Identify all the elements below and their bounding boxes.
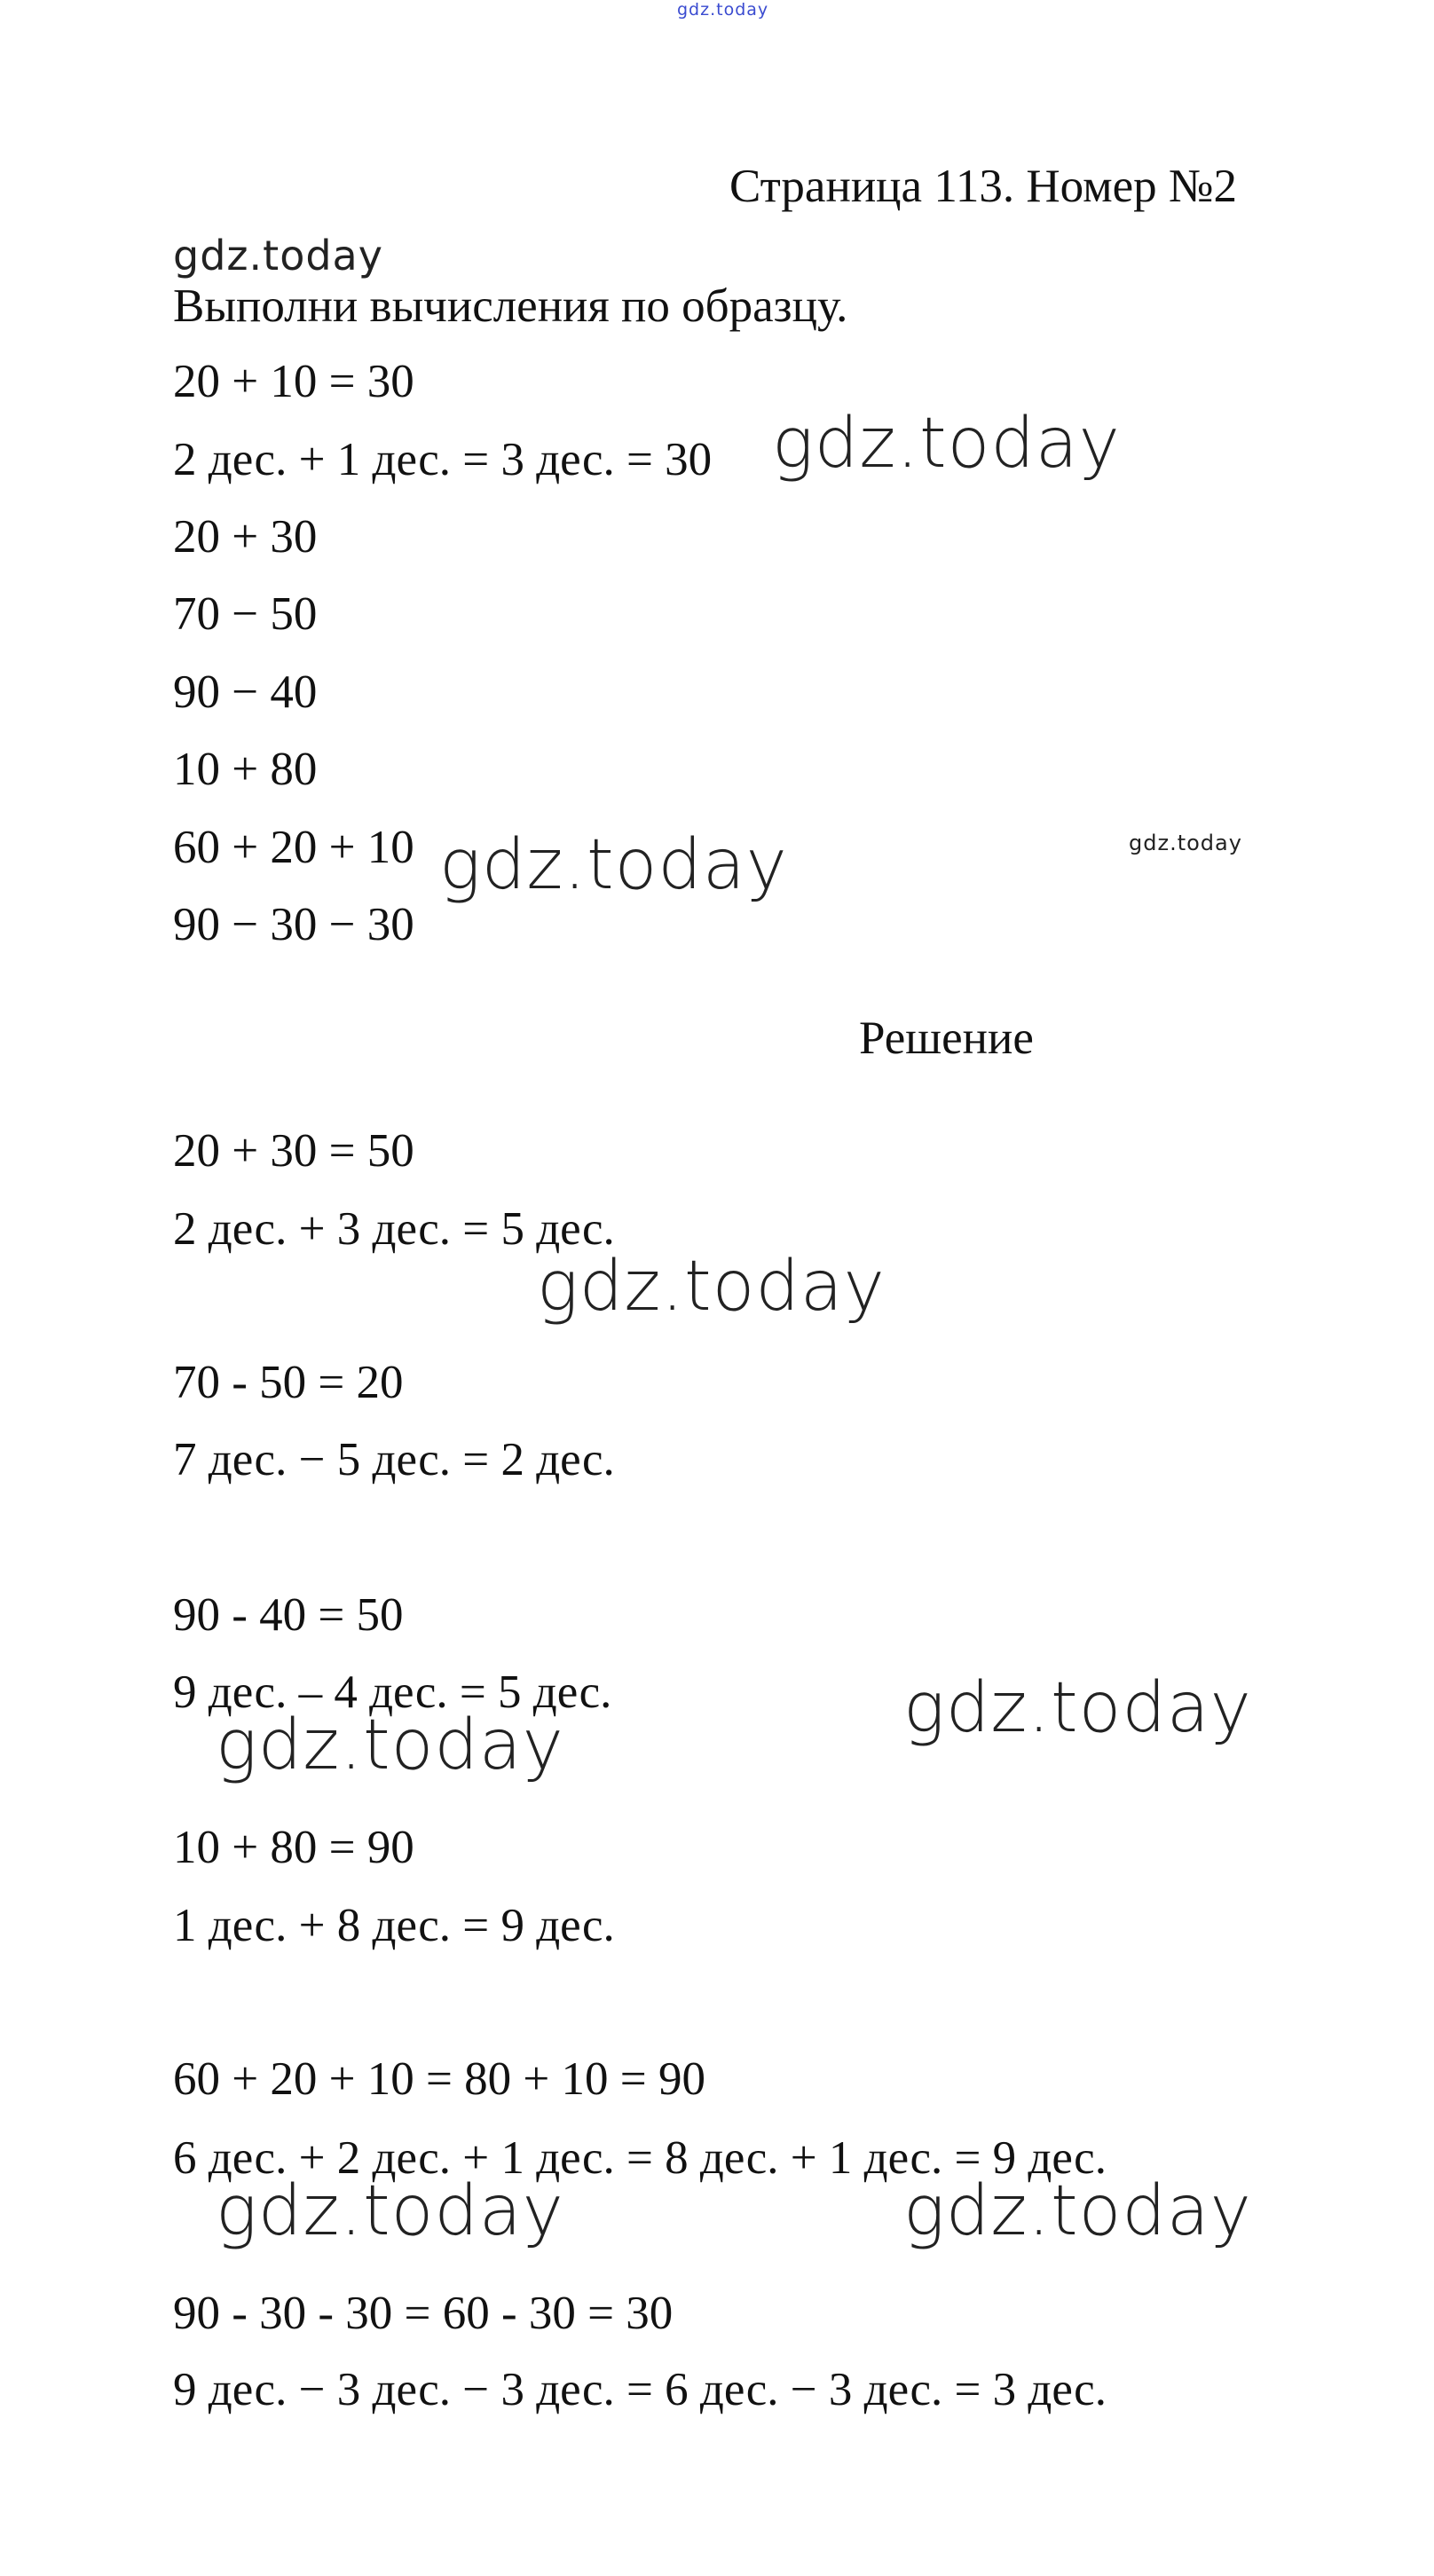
source-watermark: gdz.today [173,232,383,280]
exercise-5: 60 + 20 + 10 [173,822,414,873]
watermark: gdz.today [903,1668,1252,1748]
watermark: gdz.today [772,404,1121,484]
solution-line-3: 70 - 50 = 20 [173,1357,404,1408]
solution-line-2: 2 дес. + 3 дес. = 5 дес. [173,1203,615,1255]
solution-line-9: 60 + 20 + 10 = 80 + 10 = 90 [173,2053,705,2105]
exercise-6: 90 − 30 − 30 [173,899,414,950]
exercise-3: 90 − 40 [173,666,318,718]
solution-line-10: 6 дес. + 2 дес. + 1 дес. = 8 дес. + 1 дес. = 9 дес. [173,2132,1107,2184]
task-instruction: Выполни вычисления по образцу. [173,280,848,332]
example-line-2: 2 дес. + 1 дес. = 3 дес. = 30 [173,434,713,485]
watermark: gdz.today [216,1706,564,1785]
watermark: gdz.today [903,2171,1252,2251]
solution-line-1: 20 + 30 = 50 [173,1125,414,1177]
exercise-2: 70 − 50 [173,588,318,640]
example-line-1: 20 + 10 = 30 [173,356,414,407]
watermark: gdz.today [216,2171,564,2251]
solution-line-12: 9 дес. − 3 дес. − 3 дес. = 6 дес. − 3 дес. = 3 дес. [173,2364,1107,2415]
page-title: Страница 113. Номер №2 [729,161,1237,212]
watermark: gdz.today [537,1247,886,1327]
watermark: gdz.today [1129,831,1242,855]
watermark-top: gdz.today [677,0,769,20]
solution-heading: Решение [859,1012,1034,1064]
solution-line-5: 90 - 40 = 50 [173,1589,404,1641]
solution-line-4: 7 дес. − 5 дес. = 2 дес. [173,1434,615,1485]
exercise-1: 20 + 30 [173,511,318,563]
exercise-4: 10 + 80 [173,744,318,795]
solution-line-6: 9 дес. – 4 дес. = 5 дес. [173,1666,612,1718]
solution-line-11: 90 - 30 - 30 = 60 - 30 = 30 [173,2288,674,2339]
solution-line-8: 1 дес. + 8 дес. = 9 дес. [173,1900,615,1951]
watermark: gdz.today [439,825,788,905]
solution-line-7: 10 + 80 = 90 [173,1822,414,1873]
